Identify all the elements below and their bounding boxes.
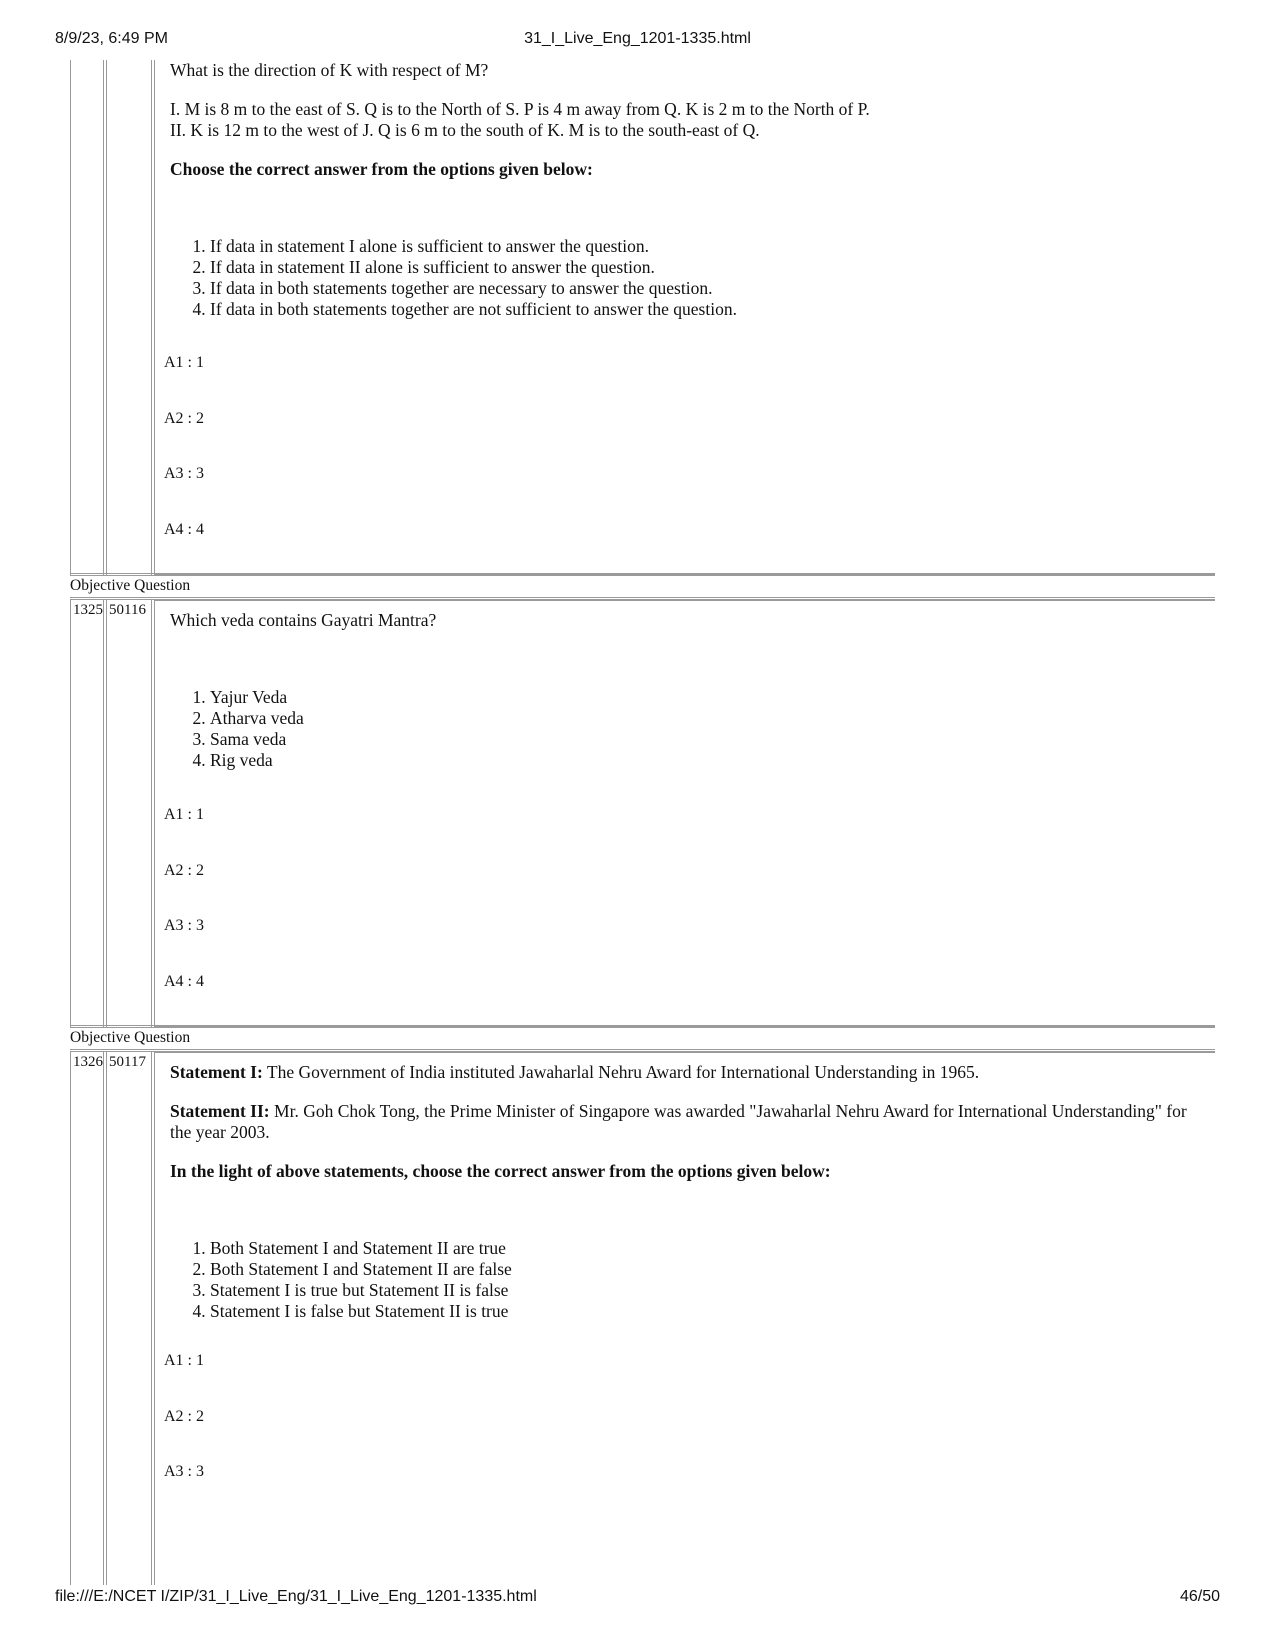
id-cell: [106, 60, 152, 575]
statement-1-text: The Government of India instituted Jawaharlal Nehru Award for International Understanding in 1965.: [262, 1062, 980, 1082]
section-divider: [70, 573, 1215, 576]
options-list: [170, 1238, 1205, 1322]
option-4: 4. If data in both statements together are not sufficient to answer the question.: [210, 299, 1205, 320]
option-3: 3. If data in both statements together are necessary to answer the question.: [210, 278, 1205, 299]
print-datetime: 8/9/23, 6:49 PM: [55, 30, 168, 47]
option-2: 2. If data in statement II alone is sufficient to answer the question.: [210, 257, 1205, 278]
serial-number: 1325: [73, 602, 103, 618]
print-page-number: 46/50: [1179, 1588, 1220, 1605]
answer-a3: A3 : 3: [164, 465, 204, 482]
serial-cell: [70, 60, 104, 575]
instruction-text: In the light of above statements, choose the correct answer from the options given below:: [170, 1161, 831, 1181]
question-text: What is the direction of K with respect of M?: [170, 60, 489, 80]
option-3: 3. Sama veda: [210, 729, 1205, 750]
statement-1-label: Statement I:: [170, 1062, 263, 1082]
statement-2-label: Statement II:: [170, 1101, 270, 1121]
id-cell: [106, 600, 152, 1027]
option-3: 3. Statement I is true but Statement II is false: [210, 1280, 1205, 1301]
option-1: 1. Yajur Veda: [210, 687, 1205, 708]
serial-cell: [70, 600, 104, 1027]
statement-2: II. K is 12 m to the west of J. Q is 6 m to the south of K. M is to the south-east of Q.: [170, 120, 760, 140]
id-cell: [106, 1052, 152, 1585]
answer-a2: A2 : 2: [164, 862, 204, 879]
options-list: [170, 236, 1205, 320]
question-type-label: Objective Question: [70, 577, 191, 594]
option-2: 2. Both Statement I and Statement II are false: [210, 1259, 1205, 1280]
print-file-path: file:///E:/NCET I/ZIP/31_I_Live_Eng/31_I_Live_Eng_1201-1335.html: [55, 1588, 537, 1605]
question-block-1: [70, 60, 1215, 575]
answer-a3: A3 : 3: [164, 917, 204, 934]
question-paper: [70, 60, 1215, 1585]
options-list: [170, 687, 1205, 771]
question-id: 50116: [109, 602, 146, 618]
option-1: 1. Both Statement I and Statement II are true: [210, 1238, 1205, 1259]
question-text: Which veda contains Gayatri Mantra?: [170, 610, 437, 630]
answer-a1: A1 : 1: [164, 354, 204, 371]
option-4: 4. Rig veda: [210, 750, 1205, 771]
section-divider: [70, 1025, 1215, 1028]
answer-a4: A4 : 4: [164, 973, 204, 990]
question-block-1326: [70, 1052, 1215, 1585]
answer-a2: A2 : 2: [164, 1408, 204, 1425]
option-4: 4. Statement I is false but Statement II is true: [210, 1301, 1205, 1322]
answer-a4: A4 : 4: [164, 521, 204, 538]
serial-number: 1326: [73, 1054, 103, 1070]
answer-a3: A3 : 3: [164, 1463, 204, 1480]
statement-1: I. M is 8 m to the east of S. Q is to the North of S. P is 4 m away from Q. K is 2 m to the North of P.: [170, 99, 870, 119]
serial-cell: [70, 1052, 104, 1585]
question-type-label: Objective Question: [70, 1029, 191, 1046]
question-id: 50117: [109, 1054, 146, 1070]
answer-a2: A2 : 2: [164, 410, 204, 427]
instruction-text: Choose the correct answer from the options given below:: [170, 159, 593, 179]
question-block-1325: [70, 600, 1215, 1027]
statement-2-text: Mr. Goh Chok Tong, the Prime Minister of Singapore was awarded "Jawaharlal Nehru Award for International Understanding" for the year 2003.: [170, 1101, 1187, 1142]
option-1: 1. If data in statement I alone is sufficient to answer the question.: [210, 236, 1205, 257]
answer-a1: A1 : 1: [164, 806, 204, 823]
print-header: [0, 30, 1275, 52]
answer-a1: A1 : 1: [164, 1352, 204, 1369]
print-title: 31_I_Live_Eng_1201-1335.html: [524, 30, 751, 47]
option-2: 2. Atharva veda: [210, 708, 1205, 729]
print-footer: [0, 1588, 1275, 1610]
